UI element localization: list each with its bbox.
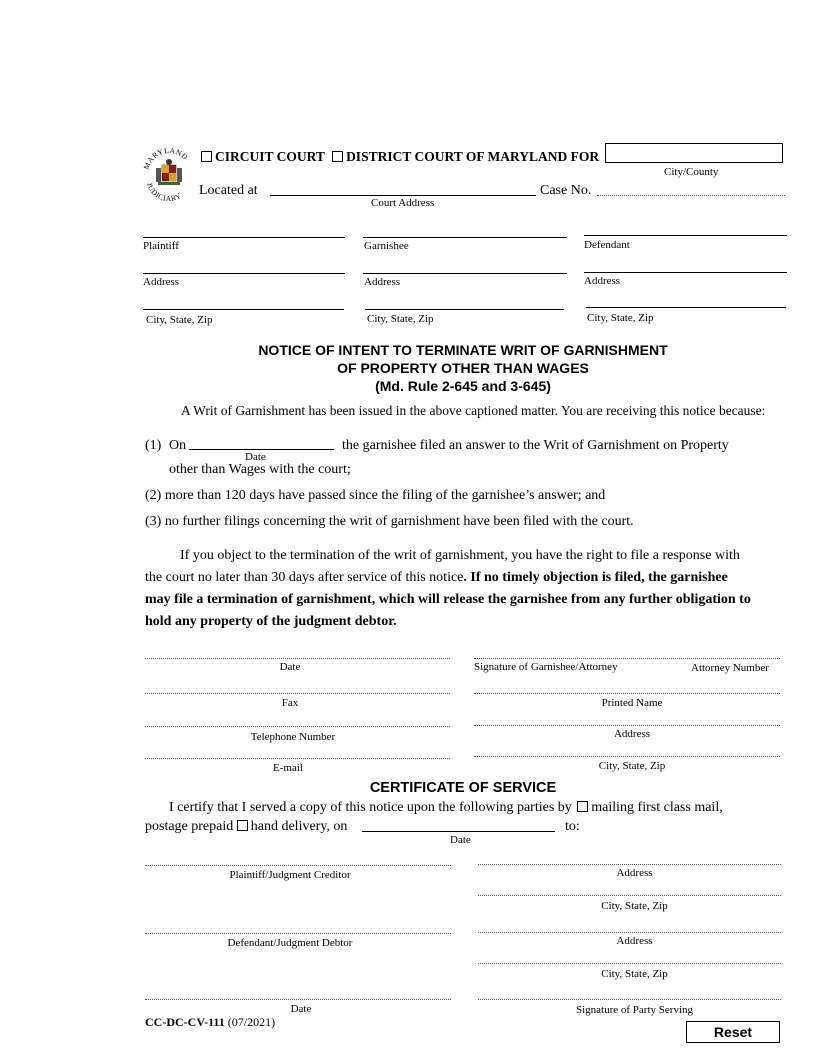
defendant-address-input[interactable] bbox=[584, 272, 787, 273]
court-selection-line bbox=[201, 149, 599, 165]
defendant-service-address-label: Address bbox=[616, 935, 653, 947]
defendant-service-city-input[interactable] bbox=[478, 963, 781, 964]
form-number: CC-DC-CV-111 bbox=[145, 1015, 225, 1029]
item-1-continuation: other than Wages with the court; bbox=[169, 462, 351, 477]
plaintiff-service-address-input[interactable] bbox=[478, 864, 781, 865]
plaintiff-address-input[interactable] bbox=[143, 273, 345, 274]
intro-text: A Writ of Garnishment has been issued in the above captioned matter. You are receiving this notice because: bbox=[181, 403, 766, 418]
postage-label: postage prepaid bbox=[145, 819, 234, 834]
attorney-number-label: Attorney Number bbox=[691, 662, 769, 674]
mailing-label: mailing first class mail, bbox=[591, 800, 723, 815]
objection-line-3: may file a termination of garnishment, which will release the garnishee from any further obligation to bbox=[145, 592, 751, 607]
email-label: E-mail bbox=[273, 762, 303, 774]
service-sign-date-input[interactable] bbox=[145, 999, 451, 1000]
objection-line-1: If you object to the termination of the writ of garnishment, you have the right to file a response with bbox=[180, 548, 740, 563]
objection-line-2 bbox=[145, 567, 795, 589]
maryland-judiciary-seal bbox=[140, 144, 198, 204]
objection-line-2-bold: . If no timely objection is filed, the garnishee bbox=[463, 570, 728, 585]
city-county-label: City/County bbox=[664, 166, 719, 178]
defendant-debtor-label: Defendant/Judgment Debtor bbox=[227, 937, 353, 949]
title-line-3: (Md. Rule 2-645 and 3-645) bbox=[375, 378, 551, 394]
item-1-on: On bbox=[169, 438, 187, 453]
plaintiff-creditor-input[interactable] bbox=[145, 865, 451, 866]
objection-line-4: hold any property of the judgment debtor. bbox=[145, 614, 397, 629]
circuit-court-checkbox[interactable] bbox=[201, 151, 212, 162]
objection-paragraph bbox=[145, 545, 795, 633]
sig-city-input[interactable] bbox=[474, 756, 780, 757]
defendant-address-label: Address bbox=[584, 275, 621, 287]
seal-icon bbox=[140, 144, 198, 204]
sig-date-label: Date bbox=[279, 661, 301, 673]
plaintiff-address-label: Address bbox=[143, 276, 180, 288]
garnishee-signature-input[interactable] bbox=[474, 658, 780, 659]
defendant-debtor-input[interactable] bbox=[145, 933, 451, 934]
sig-city-label: City, State, Zip bbox=[598, 760, 666, 772]
defendant-input[interactable] bbox=[584, 235, 787, 236]
item-3-text: (3) no further filings concerning the writ of garnishment have been filed with the court. bbox=[145, 514, 634, 529]
garnishee-address-input[interactable] bbox=[363, 273, 567, 274]
plaintiff-service-address-label: Address bbox=[616, 867, 653, 879]
fax-label: Fax bbox=[281, 697, 299, 709]
mailing-checkbox[interactable] bbox=[577, 801, 588, 812]
sig-address-label: Address bbox=[613, 728, 651, 740]
defendant-service-address-input[interactable] bbox=[478, 932, 781, 933]
defendant-service-city-label: City, State, Zip bbox=[601, 968, 668, 980]
title-line-2: OF PROPERTY OTHER THAN WAGES bbox=[337, 360, 589, 376]
service-date-input[interactable] bbox=[362, 831, 555, 832]
item-1-text: the garnishee filed an answer to the Writ of Garnishment on Property bbox=[342, 438, 729, 453]
certificate-text: I certify that I served a copy of this notice upon the following parties by bbox=[169, 800, 572, 815]
to-label: to: bbox=[565, 819, 580, 834]
answer-date-label: Date bbox=[245, 451, 266, 463]
telephone-label: Telephone Number bbox=[250, 731, 336, 743]
notice-title bbox=[0, 341, 816, 395]
defendant-label: Defendant bbox=[584, 239, 630, 251]
certificate-title: CERTIFICATE OF SERVICE bbox=[369, 780, 557, 796]
telephone-input[interactable] bbox=[145, 726, 450, 727]
item-1-number: (1) bbox=[145, 438, 162, 453]
certificate-line-1 bbox=[169, 800, 723, 816]
form-revision-date: (07/2021) bbox=[227, 1015, 276, 1029]
item-2-text: (2) more than 120 days have passed since the filing of the garnishee’s answer; and bbox=[145, 488, 606, 503]
garnishee-input[interactable] bbox=[363, 237, 567, 238]
hand-delivery-label: hand delivery, on bbox=[250, 819, 348, 834]
garnishee-city-label: City, State, Zip bbox=[367, 313, 434, 325]
fax-input[interactable] bbox=[145, 693, 450, 694]
case-no-input[interactable] bbox=[597, 195, 785, 196]
plaintiff-service-city-input[interactable] bbox=[478, 895, 781, 896]
email-input[interactable] bbox=[145, 758, 450, 759]
case-no-label: Case No. bbox=[540, 183, 592, 198]
form-id bbox=[145, 1015, 275, 1030]
plaintiff-city-input[interactable] bbox=[143, 309, 344, 310]
district-court-checkbox[interactable] bbox=[332, 151, 343, 162]
svg-text:MARYLAND: MARYLAND bbox=[141, 145, 190, 171]
court-address-label: Court Address bbox=[371, 197, 435, 209]
plaintiff-city-label: City, State, Zip bbox=[146, 314, 213, 326]
district-court-label: DISTRICT COURT OF MARYLAND FOR bbox=[346, 149, 600, 164]
service-sign-date-label: Date bbox=[290, 1003, 312, 1015]
service-date-label: Date bbox=[450, 834, 471, 846]
plaintiff-creditor-label: Plaintiff/Judgment Creditor bbox=[229, 869, 351, 881]
certificate-line-2 bbox=[145, 819, 347, 835]
party-serving-signature-label: Signature of Party Serving bbox=[575, 1004, 693, 1016]
plaintiff-service-city-label: City, State, Zip bbox=[601, 900, 668, 912]
reset-button[interactable]: Reset bbox=[686, 1021, 780, 1043]
garnishee-signature-label: Signature of Garnishee/Attorney bbox=[474, 661, 618, 673]
located-at-label: Located at bbox=[199, 183, 258, 198]
circuit-court-label: CIRCUIT COURT bbox=[215, 149, 325, 164]
printed-name-input[interactable] bbox=[474, 693, 780, 694]
objection-line-2-normal: the court no later than 30 days after service of this notice bbox=[145, 570, 464, 585]
plaintiff-label: Plaintiff bbox=[143, 240, 179, 252]
city-county-input[interactable] bbox=[605, 143, 783, 163]
party-serving-signature-input[interactable] bbox=[478, 999, 781, 1000]
garnishee-address-label: Address bbox=[364, 276, 401, 288]
sig-date-input[interactable] bbox=[145, 658, 450, 659]
plaintiff-input[interactable] bbox=[143, 237, 345, 238]
garnishee-label: Garnishee bbox=[364, 240, 409, 252]
garnishee-city-input[interactable] bbox=[365, 309, 564, 310]
printed-name-label: Printed Name bbox=[601, 697, 663, 709]
defendant-city-label: City, State, Zip bbox=[587, 312, 654, 324]
hand-delivery-checkbox[interactable] bbox=[237, 820, 248, 831]
defendant-city-input[interactable] bbox=[586, 307, 786, 308]
answer-date-input[interactable] bbox=[189, 449, 334, 450]
title-line-1: NOTICE OF INTENT TO TERMINATE WRIT OF GARNISHMENT bbox=[258, 342, 668, 358]
sig-address-input[interactable] bbox=[474, 725, 780, 726]
court-address-input[interactable] bbox=[270, 195, 536, 196]
svg-text:JUDICIARY: JUDICIARY bbox=[144, 181, 183, 204]
